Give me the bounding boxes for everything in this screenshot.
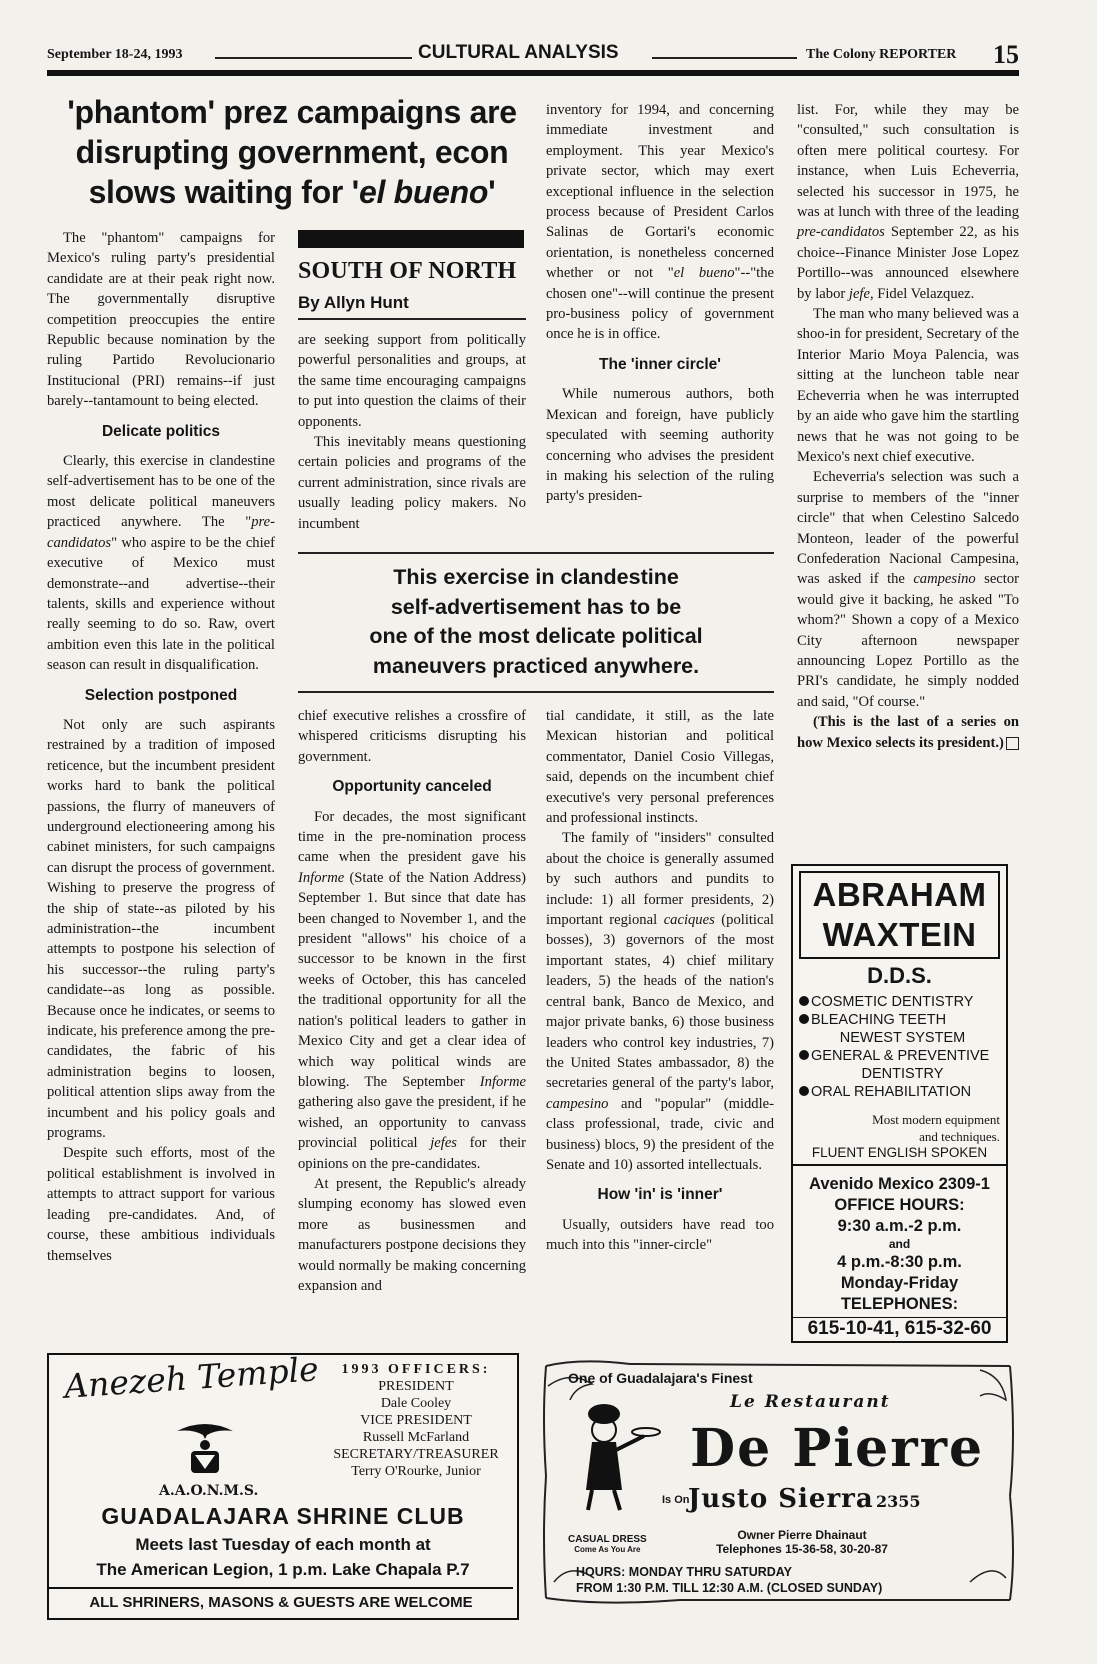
officers-list — [317, 1361, 515, 1480]
italic-run: jefes — [430, 1135, 457, 1152]
article-column-3-bottom — [546, 706, 774, 1256]
italic-run: caciques — [663, 912, 715, 929]
article-column-1 — [47, 228, 275, 1266]
header-rule-right — [652, 57, 797, 59]
header-rule-left — [215, 57, 412, 59]
officer-name: Terry O'Rourke, Junior — [351, 1464, 481, 1479]
service-item — [799, 1083, 1006, 1101]
dress-code-line: CASUAL DRESS — [568, 1534, 647, 1545]
language-note: FLUENT ENGLISH SPOKEN — [793, 1145, 1006, 1166]
text-run: For decades, the most significant time in the pre-nomination process came when the president gave his — [298, 808, 526, 866]
text-run: " who aspire to be the chief executive of Mexico must demonstrate--and advertise--their talents, skills and experience without really seeming to do so. Raw, overt ambition even this late in the political season can result in disqualification. — [47, 534, 275, 674]
pullquote-line: self-advertisement has to be — [390, 594, 682, 619]
text-run: for their opinions on the pre-candidates. — [298, 1135, 526, 1172]
text-run: Echeverria's selection was such a surprise to members of the "inner circle" that when Celestino Salcedo Monteon, leader of the powerful Confederation Nacional Campesina, was asked if the — [797, 469, 1019, 588]
paragraph — [546, 100, 774, 345]
officer-name: Dale Cooley — [380, 1396, 452, 1411]
officer-name: Russell McFarland — [362, 1430, 470, 1445]
service-list — [793, 993, 1006, 1101]
service-label: GENERAL & PREVENTIVE — [811, 1048, 990, 1064]
owner-info — [682, 1528, 922, 1556]
bullet-icon — [799, 1014, 809, 1024]
paragraph: Usually, outsiders have read too much into this "inner-circle" — [546, 1216, 774, 1254]
dentist-degree: D.D.S. — [867, 963, 932, 988]
column-title: SOUTH OF NORTH — [298, 258, 517, 284]
owner-name: Owner Pierre Dhainaut — [737, 1528, 867, 1542]
service-item — [799, 993, 1006, 1011]
italic-run: campesino — [546, 1095, 609, 1112]
masthead-rule — [47, 70, 1019, 76]
text-run: Clearly, this exercise in clandestine self-advertisement has to be one of the most delicate political maneuvers practiced anywhere. The " — [47, 453, 275, 531]
paragraph: While numerous authors, both Mexican and foreign, have publicly speculated with seeming authority concerning who advises the president in making his selection of the ruling party's presiden- — [546, 386, 774, 505]
service-label: BLEACHING TEETH — [811, 1012, 947, 1028]
newspaper-name: The Colony REPORTER — [806, 47, 957, 62]
headline — [47, 92, 537, 212]
article-column-2-bottom — [298, 706, 526, 1296]
paragraph — [546, 828, 774, 1175]
column-logo-bar — [298, 230, 524, 248]
article-column-2-top — [298, 330, 526, 534]
series-note-text: (This is the last of a series on how Mexico selects its president.) — [797, 714, 1019, 751]
restaurant-street-number: 2355 — [876, 1492, 921, 1511]
headline-line-3 — [89, 174, 496, 210]
hours-label: OFFICE HOURS: — [834, 1196, 965, 1214]
headline-line-3-em: el bueno — [358, 174, 489, 210]
restaurant-name: De Pierre — [690, 1418, 985, 1479]
text-run: September 22, as his choice--Finance Minister Jose Lopez Portillo--was announced elsewhere by labor — [797, 224, 1019, 302]
telephone-numbers: 615-10-41, 615-32-60 — [793, 1317, 1006, 1340]
equipment-line: Most modern equipment — [872, 1112, 1000, 1127]
paragraph — [298, 807, 526, 1174]
headline-line-1: 'phantom' prez campaigns are — [67, 94, 517, 130]
bullet-icon — [799, 1050, 809, 1060]
meeting-info: Meets last Tuesday of each month at — [135, 1535, 431, 1554]
restaurant-prefix: Le Restaurant — [730, 1392, 891, 1412]
restaurant-ad — [540, 1356, 1018, 1608]
hours-days: HOURS: MONDAY THRU SATURDAY — [576, 1565, 792, 1579]
subhead-how-in-is-inner: How 'in' is 'inner' — [597, 1186, 723, 1204]
text-run: "--"the chosen one"--will continue the present pro-business policy of government once he is in office. — [546, 265, 774, 343]
address: Avenido Mexico 2309-1 — [809, 1175, 990, 1193]
waiter-illustration-icon — [562, 1394, 662, 1514]
hours-afternoon: 4 p.m.-8:30 p.m. — [837, 1253, 962, 1271]
paragraph — [797, 467, 1019, 712]
article-column-4 — [797, 100, 1019, 753]
italic-run: pre-candidatos — [47, 514, 275, 551]
italic-run: Informe — [298, 869, 345, 886]
office-info — [793, 1166, 1006, 1315]
paragraph: The "phantom" campaigns for Mexico's ruling party's presidential candidate are at their peak right now. The governmentally disruptive competition preoccupies the entire Republic because nomination by the ruling Partido Revolucionario Institucional (PRI) remains--if just barely--tantamount to being elected. — [47, 230, 275, 410]
pullquote-line: maneuvers practiced anywhere. — [372, 653, 700, 678]
text-run: and "popular" (middle-class professional, trade, civic and business) blocs, 9) the president of the Senate and 10) assorted intellectuals. — [546, 1095, 774, 1173]
shrine-initials: A.A.O.N.M.S. — [159, 1483, 259, 1499]
paragraph: The man who many believed was a shoo-in for president, Secretary of the Interior Mario Moya Palencia, was sitting at the luncheon table near Echeverria when he was interrupted by an aide who gave him the startling news that he was not going to be Mexico's next chief executive. — [797, 306, 1019, 465]
paragraph: are seeking support from politically powerful personalities and groups, at the same time encouraging campaigns to put into question the claims of their opponents. — [298, 332, 526, 430]
club-name: GUADALAJARA SHRINE CLUB — [101, 1503, 465, 1529]
paragraph: tial candidate, it still, as the late Mexican historian and political commentator, Daniel Cosio Villegas, said, depends on the incumbent chief executive's very personal preferences and professional instincts. — [546, 708, 774, 827]
service-item — [799, 1011, 1006, 1029]
italic-run: el bueno — [673, 265, 735, 282]
service-item — [799, 1047, 1006, 1065]
officer-role: VICE PRESIDENT — [360, 1413, 472, 1428]
telephone-label: TELEPHONES: — [840, 1295, 959, 1313]
text-run: list. For, while they may be "consulted," such consultation is often mere political courtesy. For instance, when Luis Echeverria, selected his successor in 1975, he was at lunch with three of the leading — [797, 102, 1019, 221]
hours-and: and — [888, 1237, 911, 1251]
restaurant-street: Justo Sierra — [688, 1484, 874, 1514]
pullquote-rule-bottom — [298, 691, 774, 693]
restaurant-tagline: One of Guadalajara's Finest — [568, 1370, 753, 1386]
italic-run: Informe — [479, 1073, 526, 1090]
article-column-3-top — [546, 100, 774, 507]
subhead-selection-postponed: Selection postponed — [84, 686, 238, 704]
dentist-ad — [791, 864, 1008, 1343]
paragraph: At present, the Republic's already slumping economy has slowed even more as businessmen and manufacturers postpone decisions they would normally be making concerning expansion and — [298, 1175, 526, 1294]
paragraph: Not only are such aspirants restrained by a tradition of imposed reticence, but the incumbent president works hard to bank the political passions, the flurry of maneuvers of underground electioneering among his cabinet ministers, for such campaigns can disrupt the process of government. Wishing to preserve the progress of the ship of state--as piloted by his administration--the incumbent attempts to postpone his selection of his successor--the ruling party's candidate--as long as possible. Because once he indicates, or seems to indicate, his preference among the pre-candidates, the fabric of his administration begins to loosen, political attention slips away from the incumbent and his policy goals and programs. — [47, 716, 275, 1142]
restaurant-hours — [576, 1564, 882, 1596]
text-run: The family of "insiders" consulted about the choice is generally assumed by such authors and pundits to include: 1) all former presidents, 2) important regional — [546, 830, 774, 929]
headline-line-3-pre: slows waiting for ' — [88, 174, 359, 210]
officer-role: PRESIDENT — [378, 1379, 454, 1394]
dentist-name-box — [799, 871, 1000, 959]
paragraph — [47, 451, 275, 675]
service-label: ORAL REHABILITATION — [811, 1084, 972, 1100]
text-run: (political bosses), 3) governors of the most important states, 4) chief military leaders, 5) the heads of the nation's central bank, Banco de Mexico, and major private banks, 6) those business leaders who control key industries, 7) the United States ambassador, 8) the secretaries general of the party's labor, — [546, 912, 774, 1092]
equipment-line: and techniques. — [919, 1129, 1000, 1144]
column-rule — [298, 318, 526, 320]
italic-run: campesino — [913, 571, 976, 588]
subhead-delicate-politics: Delicate politics — [101, 422, 220, 440]
subhead-opportunity-canceled: Opportunity canceled — [332, 778, 492, 796]
office-days: Monday-Friday — [840, 1274, 959, 1292]
service-subline: NEWEST SYSTEM — [839, 1030, 966, 1046]
restaurant-phones: Telephones 15-36-58, 30-20-87 — [716, 1542, 888, 1556]
pullquote-line: one of the most delicate political — [369, 624, 703, 648]
location-prefix: Is On — [662, 1494, 690, 1506]
officers-title: 1993 OFFICERS: — [341, 1362, 491, 1377]
dress-code-subline: Come As You Are — [574, 1545, 641, 1554]
temple-name: Anezeh Temple — [63, 1349, 320, 1406]
dentist-first-name: ABRAHAM — [812, 876, 987, 913]
section-title: CULTURAL ANALYSIS — [418, 42, 619, 63]
paragraph: Despite such efforts, most of the political establishment is involved in attempts to attract support for various leading pre-candidates. And, of course, these ambitious individuals themselves — [47, 1145, 275, 1264]
service-label: COSMETIC DENTISTRY — [811, 994, 974, 1010]
welcome-line: ALL SHRINERS, MASONS & GUESTS ARE WELCOME — [49, 1587, 513, 1611]
text-run: , Fidel Velazquez. — [869, 285, 975, 302]
series-note — [797, 712, 1019, 753]
headline-line-3-post: ' — [488, 174, 496, 210]
byline: By Allyn Hunt — [298, 293, 409, 312]
dress-code — [568, 1534, 647, 1554]
paragraph — [797, 100, 1019, 304]
text-run: gathering also gave the president, if he wished, an opportunity to canvass provincial political — [298, 1094, 526, 1152]
subhead-inner-circle: The 'inner circle' — [599, 355, 721, 373]
issue-date: September 18-24, 1993 — [47, 47, 183, 62]
hours-times: FROM 1:30 P.M. TILL 12:30 A.M. (CLOSED SUNDAY) — [576, 1581, 883, 1595]
officer-role: SECRETARY/TREASURER — [333, 1447, 499, 1462]
italic-run: jefe — [848, 285, 870, 302]
hours-morning: 9:30 a.m.-2 p.m. — [837, 1217, 962, 1235]
end-mark-icon — [1006, 737, 1019, 750]
headline-line-2: disrupting government, econ — [75, 134, 509, 170]
pullquote — [298, 563, 774, 681]
shrine-club-ad — [47, 1349, 519, 1620]
dentist-last-name: WAXTEIN — [822, 916, 977, 953]
service-subline: DENTISTRY — [861, 1066, 944, 1082]
bullet-icon — [799, 996, 809, 1006]
paragraph: chief executive relishes a crossfire of whispered criticisms disrupting his government. — [298, 708, 526, 765]
pullquote-rule-top — [298, 552, 774, 554]
paragraph: This inevitably means questioning certain policies and programs of the current administration, since rivals are usually leading policy makers. No incumbent — [298, 434, 526, 532]
italic-run: pre-candidatos — [797, 224, 885, 241]
meeting-location: The American Legion, 1 p.m. Lake Chapala P.7 — [96, 1560, 470, 1579]
page-number: 15 — [993, 40, 1019, 69]
bullet-icon — [799, 1086, 809, 1096]
pullquote-line: This exercise in clandestine — [393, 565, 679, 589]
shrine-emblem-icon — [173, 1417, 237, 1477]
text-run: (State of the Nation Address) September 1. But since that date has been changed to November 1, and the president "allows" his choice of a successor to be known in the first weeks of October, this has canceled the traditional opportunity for all the nation's political leaders to gather in Mexico City and get a clear idea of which way political winds are blowing. The September — [298, 869, 526, 1090]
text-run: sector would give it backing, he asked "To whom?" Shown a copy of a Mexico City afternoon newspaper announcing Lopez Portillo as the PRI's candidate, he simply nodded and said, "Of course." — [797, 571, 1019, 710]
text-run: inventory for 1994, and concerning immediate investment and employment. This year Mexico's private sector, which may exert exceptional influence in the selection process because of President Carlos Salinas de Gortari's economic orientation, is nonetheless concerned whether or not " — [546, 102, 774, 282]
